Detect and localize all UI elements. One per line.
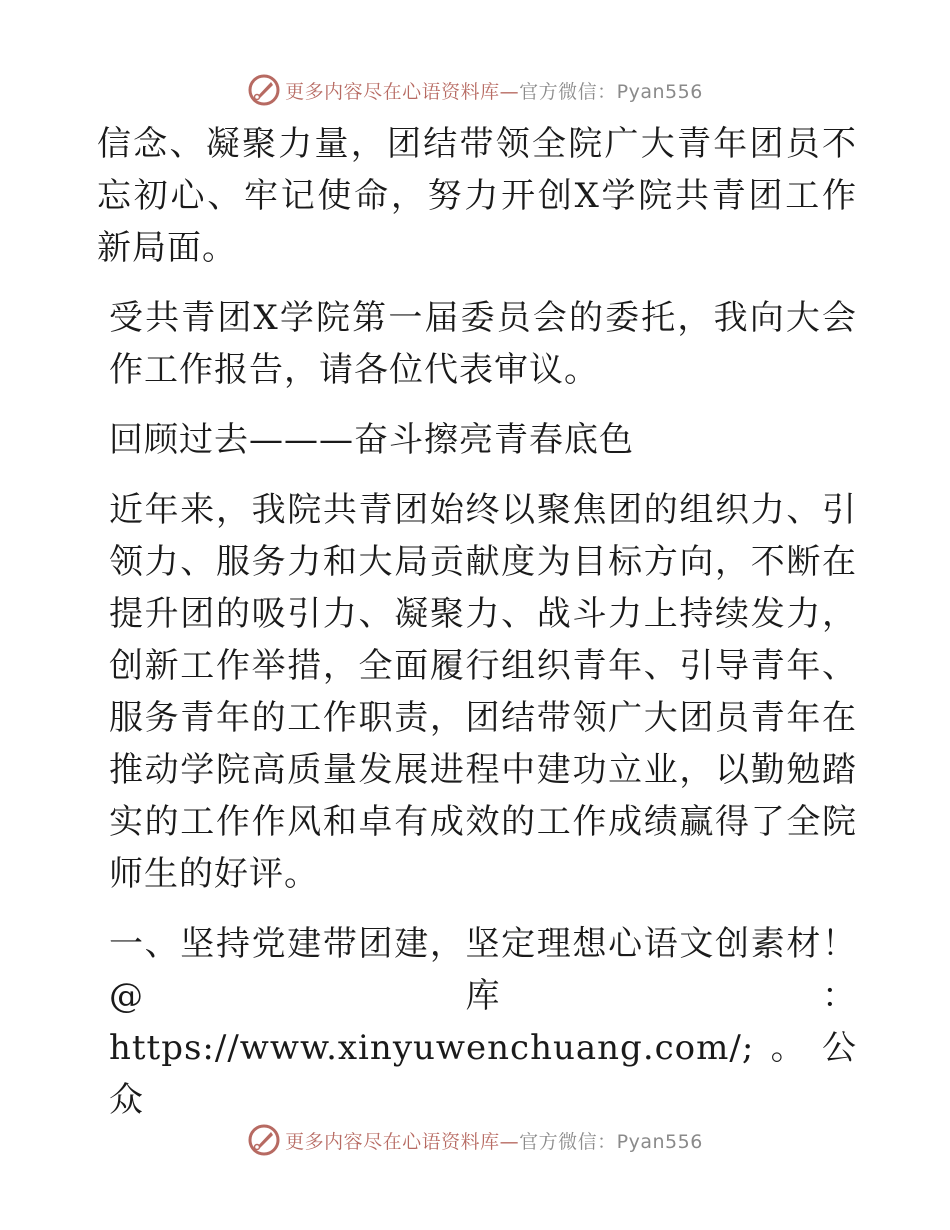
paragraph: 受共青团X学院第一届委员会的委托，我向大会作工作报告，请各位代表审议。 bbox=[109, 298, 857, 390]
quill-logo-icon bbox=[247, 73, 281, 107]
footer-banner bbox=[0, 1120, 950, 1160]
paragraph: 一、坚持党建带团建，坚定理想心语文创素材！@库：https://www.xinyuwenchuang.com/;。公众 bbox=[109, 924, 857, 1120]
banner-text: 更多内容尽在心语资料库—官方微信：Pyan556 bbox=[285, 80, 703, 103]
header-banner bbox=[0, 70, 950, 110]
paragraph: 信念、凝聚力量，团结带领全院广大青年团员不忘初心、牢记使命，努力开创X学院共青团工作新局面。 bbox=[97, 124, 857, 268]
section-heading: 回顾过去———奋斗擦亮青春底色 bbox=[109, 420, 634, 460]
paragraph: 近年来，我院共青团始终以聚焦团的组织力、引领力、服务力和大局贡献度为目标方向，不断在提升团的吸引力、凝聚力、战斗力上持续发力，创新工作举措，全面履行组织青年、引导青年、服务青年的工作职责，团结带领广大团员青年在推动学院高质量发展进程中建功立业，以勤勉踏实的工作作风和卓有成效的工作成绩赢得了全院师生的好评。 bbox=[109, 490, 857, 894]
quill-logo-icon bbox=[247, 1123, 281, 1157]
banner-text: 更多内容尽在心语资料库—官方微信：Pyan556 bbox=[285, 1130, 703, 1153]
document-body bbox=[97, 118, 857, 1126]
